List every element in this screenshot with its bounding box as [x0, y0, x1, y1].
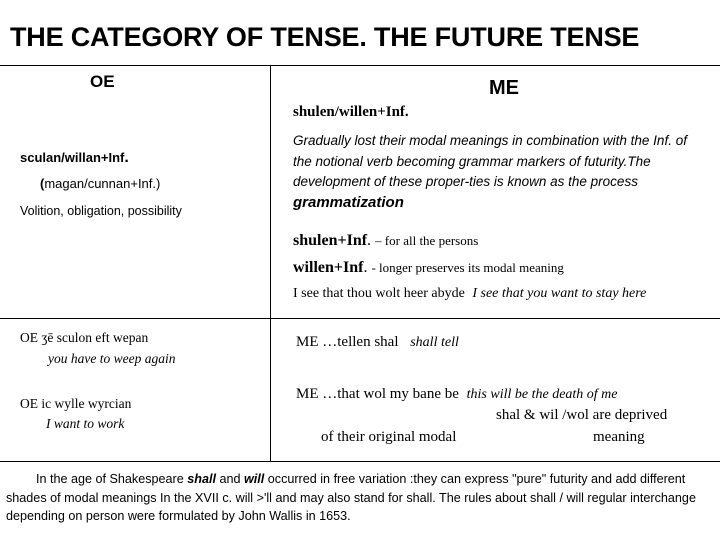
- me-example-2: [296, 386, 618, 403]
- footer-and: and: [219, 472, 241, 486]
- shulen-usage-line: [293, 232, 478, 250]
- deprived-note-line-3: meaning: [593, 429, 645, 445]
- willen-note: - longer preserves its modal meaning: [371, 260, 564, 275]
- table-row-divider: [0, 318, 720, 319]
- me-example-1-text: ME …tellen shal: [296, 334, 399, 350]
- me-column-header: ME: [489, 77, 519, 99]
- oe-formula-text: sculan/willan+Inf: [20, 150, 125, 165]
- deprived-note-line-1: shal & wil /wol are deprived: [496, 407, 668, 423]
- grammatization-paragraph: [293, 131, 703, 213]
- shulen-dot: .: [367, 232, 372, 249]
- grammatization-term: grammatization: [293, 193, 404, 211]
- shulen-note: – for all the persons: [375, 233, 479, 248]
- oe-example-1: OE ʒē sculon eft wepan: [20, 330, 149, 345]
- me-example-text: I see that thou wolt heer abyde: [293, 286, 465, 301]
- table-top-border: [0, 65, 720, 66]
- oe-future-formula: [20, 149, 129, 167]
- oe-alternative-formula: [40, 176, 160, 191]
- footer-text-2: occurred in free variation :they can express "pure" futurity and add different shades of modal meanings In the XVII c. will >'ll and may also stand for shall. The rules about shall / will regular interchange depending on person were formulated by John Wallis in 1653.: [6, 472, 696, 523]
- willen-dot: .: [363, 259, 368, 276]
- oe-example-2: OE ic wylle wyrcian: [20, 396, 132, 411]
- grammatization-text: Gradually lost their modal meanings in combination with the Inf. of the notional verb becoming grammar markers of futurity.The development of these proper-ties is known as the process: [293, 133, 687, 189]
- oe-column-header: OE: [90, 72, 115, 91]
- me-example-1-translation: shall tell: [410, 335, 459, 350]
- oe-example-2-translation: I want to work: [46, 416, 125, 431]
- oe-modal-senses: Volition, obligation, possibility: [20, 204, 182, 218]
- footer-shall: shall: [187, 472, 216, 486]
- me-example-line: [293, 286, 646, 302]
- oe-example-1-translation: you have to weep again: [48, 351, 176, 366]
- deprived-note-line-2: of their original modal: [321, 429, 457, 445]
- willen-formula: willen+Inf: [293, 259, 364, 276]
- table-column-divider: [270, 65, 271, 461]
- me-example-translation: I see that you want to stay here: [472, 286, 647, 301]
- oe-formula-dot: .: [124, 149, 129, 166]
- page-title: THE CATEGORY OF TENSE. THE FUTURE TENSE: [10, 22, 640, 52]
- footer-paragraph: [6, 470, 706, 526]
- table-bottom-border: [0, 461, 720, 462]
- me-example-2-translation: this will be the death of me: [466, 387, 618, 402]
- oe-paren-open: (: [40, 176, 45, 191]
- me-example-1: [296, 334, 459, 351]
- footer-text-1: In the age of Shakespeare: [36, 472, 184, 486]
- footer-will: will: [243, 472, 265, 486]
- me-example-2-text: ME …that wol my bane be: [296, 386, 459, 402]
- me-future-formula: shulen/willen+Inf.: [293, 104, 409, 120]
- oe-paren-text: magan/cunnan+Inf.): [44, 176, 161, 191]
- willen-usage-line: [293, 259, 564, 277]
- shulen-formula: shulen+Inf: [293, 232, 368, 249]
